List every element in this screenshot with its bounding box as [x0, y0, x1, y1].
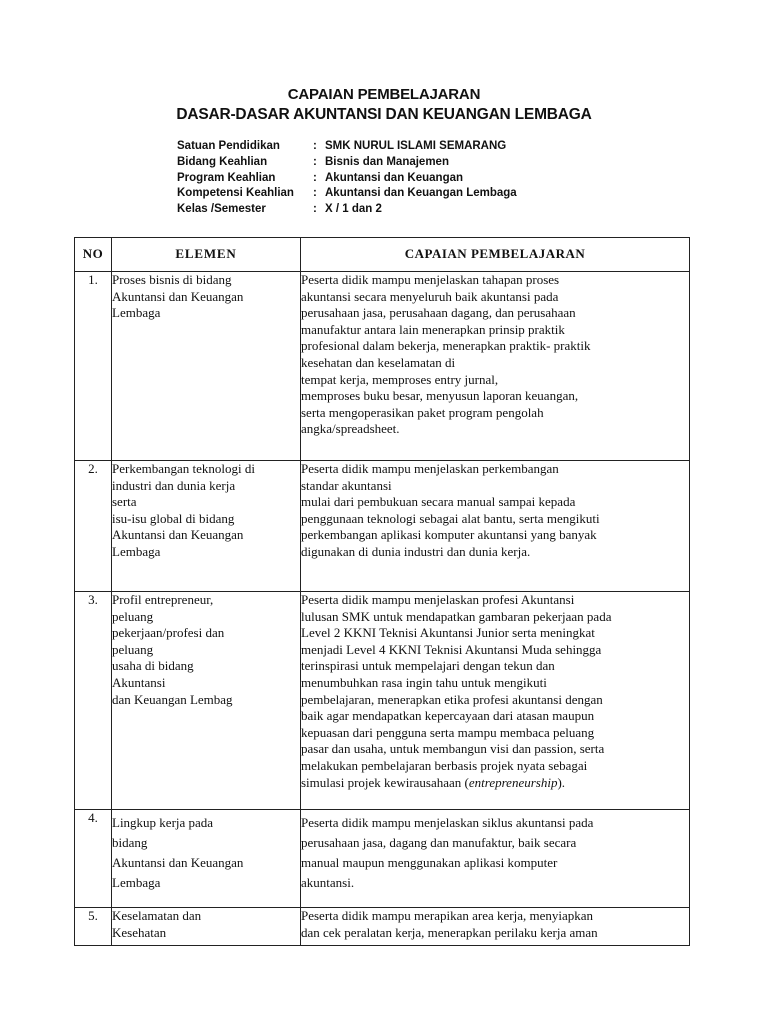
header-no: NO — [75, 238, 112, 272]
table-row — [75, 592, 690, 810]
info-row-satuan-pendidikan — [177, 139, 517, 155]
info-row-bidang-keahlian — [177, 155, 517, 171]
italic-term: entrepreneurship — [468, 774, 558, 790]
text-line: Lembaga — [112, 875, 161, 890]
header-capaian: CAPAIAN PEMBELAJARAN — [301, 238, 690, 272]
info-colon: : — [313, 203, 317, 216]
table-row — [75, 272, 690, 461]
row-number: 2. — [75, 461, 112, 592]
text-line: Akuntansi dan Keuangan — [112, 855, 244, 870]
text-line: perusahaan jasa, dagang dan manufaktur, baik secara — [301, 835, 577, 850]
info-label: Bidang Keahlian — [177, 155, 268, 168]
info-value: Akuntansi dan Keuangan Lembaga — [325, 187, 517, 200]
row-capaian — [301, 908, 690, 946]
text-line: penggunaan teknologi sebagai alat bantu, serta mengikuti — [301, 510, 600, 526]
text-line: menjadi Level 4 KKNI Teknisi Akuntansi Muda sehingga — [301, 641, 602, 657]
info-label: Kompetensi Keahlian — [177, 187, 294, 200]
text-line: angka/spreadsheet. — [301, 421, 400, 437]
text-line: Peserta didik mampu merapikan area kerja, menyiapkan — [301, 908, 594, 923]
info-colon: : — [313, 171, 317, 184]
text-line: akuntansi secara menyeluruh baik akuntansi pada — [301, 288, 559, 304]
row-elemen — [112, 810, 301, 908]
row-capaian — [301, 810, 690, 908]
text-line: Akuntansi dan Keuangan — [112, 288, 244, 304]
info-colon: : — [313, 155, 317, 168]
text-line: pekerjaan/profesi dan — [112, 625, 225, 641]
table-header-row — [75, 238, 690, 272]
capaian-table — [74, 237, 690, 946]
row-elemen — [112, 461, 301, 592]
text-line: dan cek peralatan kerja, menerapkan perilaku kerja aman — [301, 924, 598, 940]
info-value: SMK NURUL ISLAMI SEMARANG — [325, 140, 507, 152]
info-label: Program Keahlian — [177, 171, 276, 184]
info-row-kelas-semester — [177, 202, 517, 218]
header-elemen: ELEMEN — [112, 238, 301, 272]
row-capaian — [301, 272, 690, 461]
text-line: melakukan pembelajaran berbasis projek nyata sebagai — [301, 757, 588, 773]
text-fragment: ). — [557, 774, 566, 790]
text-line: akuntansi. — [301, 875, 355, 890]
text-line: tempat kerja, memproses entry jurnal, — [301, 371, 499, 387]
text-line: pasar dan usaha, untuk membangun visi dan passion, serta — [301, 741, 605, 757]
row-elemen — [112, 272, 301, 461]
text-line — [301, 775, 689, 792]
text-line: dan Keuangan Lembag — [112, 691, 233, 707]
info-colon: : — [313, 140, 317, 152]
row-number: 5. — [75, 908, 112, 946]
text-line: bidang — [112, 835, 148, 850]
text-line: usaha di bidang — [112, 658, 194, 674]
row-elemen — [112, 908, 301, 946]
text-line: manufaktur antara lain menerapkan prinsip praktik — [301, 321, 565, 337]
text-line: perusahaan jasa, perusahaan dagang, dan perusahaan — [301, 305, 576, 321]
row-number: 3. — [75, 592, 112, 810]
text-line: Profil entrepreneur, — [112, 592, 214, 607]
text-line: baik agar mendapatkan kepercayaan dari atasan maupun — [301, 708, 595, 724]
text-line: manual maupun menggunakan aplikasi komputer — [301, 855, 558, 870]
text-line: Peserta didik mampu menjelaskan profesi Akuntansi — [301, 592, 575, 607]
text-line: menumbuhkan rasa ingin tahu untuk mengikuti — [301, 674, 547, 690]
text-line: Level 2 KKNI Teknisi Akuntansi Junior serta meningkat — [301, 625, 595, 641]
text-line: kepuasan dari pengguna serta mampu membaca peluang — [301, 724, 595, 740]
text-line: Peserta didik mampu menjelaskan siklus akuntansi pada — [301, 815, 594, 830]
text-line: digunakan di dunia industri dan dunia kerja. — [301, 543, 531, 559]
text-line: terinspirasi untuk mempelajari dengan tekun dan — [301, 658, 555, 674]
text-line: isu-isu global di bidang — [112, 510, 235, 526]
row-capaian — [301, 592, 690, 810]
text-line: pembelajaran, menerapkan etika profesi akuntansi dengan — [301, 691, 603, 707]
text-line: standar akuntansi — [301, 477, 392, 493]
info-label: Satuan Pendidikan — [177, 140, 280, 152]
text-line: serta — [112, 494, 137, 510]
text-line: Lembaga — [112, 305, 161, 321]
info-value: X / 1 dan 2 — [325, 203, 382, 216]
info-value: Bisnis dan Manajemen — [325, 155, 449, 168]
table-row — [75, 810, 690, 908]
info-row-program-keahlian — [177, 171, 517, 187]
text-line: lulusan SMK untuk mendapatkan gambaran pekerjaan pada — [301, 608, 612, 624]
info-block — [177, 139, 517, 218]
text-line: Akuntansi — [112, 674, 166, 690]
text-line: kesehatan dan keselamatan di — [301, 354, 456, 370]
row-number: 4. — [75, 810, 112, 908]
row-capaian — [301, 461, 690, 592]
info-value: Akuntansi dan Keuangan — [325, 171, 464, 184]
text-line: profesional dalam bekerja, menerapkan praktik- praktik — [301, 338, 591, 354]
table-row — [75, 908, 690, 946]
row-elemen — [112, 592, 301, 810]
text-line: Keselamatan dan — [112, 908, 202, 923]
text-line: peluang — [112, 608, 154, 624]
text-line: mulai dari pembukuan secara manual sampai kepada — [301, 494, 576, 510]
info-colon: : — [313, 187, 317, 200]
text-line: Lembaga — [112, 543, 161, 559]
text-line: peluang — [112, 641, 154, 657]
text-line: Akuntansi dan Keuangan — [112, 527, 244, 543]
text-line: Lingkup kerja pada — [112, 815, 214, 830]
text-line: Proses bisnis di bidang — [112, 272, 232, 287]
table-row — [75, 461, 690, 592]
document-title-line-1: CAPAIAN PEMBELAJARAN — [287, 86, 481, 103]
text-line: Peserta didik mampu menjelaskan perkembangan — [301, 461, 559, 476]
document-title-line-2: DASAR-DASAR AKUNTANSI DAN KEUANGAN LEMBAGA — [176, 106, 592, 123]
text-fragment: simulasi projek kewirausahaan ( — [301, 774, 469, 790]
text-line: Perkembangan teknologi di — [112, 461, 255, 476]
text-line: memproses buku besar, menyusun laporan keuangan, — [301, 388, 579, 404]
text-line: Peserta didik mampu menjelaskan tahapan proses — [301, 272, 560, 287]
row-number: 1. — [75, 272, 112, 461]
text-line: perkembangan aplikasi komputer akuntansi yang banyak — [301, 527, 597, 543]
info-label: Kelas /Semester — [177, 203, 266, 216]
text-line: serta mengoperasikan paket program pengolah — [301, 404, 544, 420]
info-row-kompetensi-keahlian — [177, 186, 517, 202]
text-line: Kesehatan — [112, 924, 167, 940]
text-line: industri dan dunia kerja — [112, 477, 236, 493]
